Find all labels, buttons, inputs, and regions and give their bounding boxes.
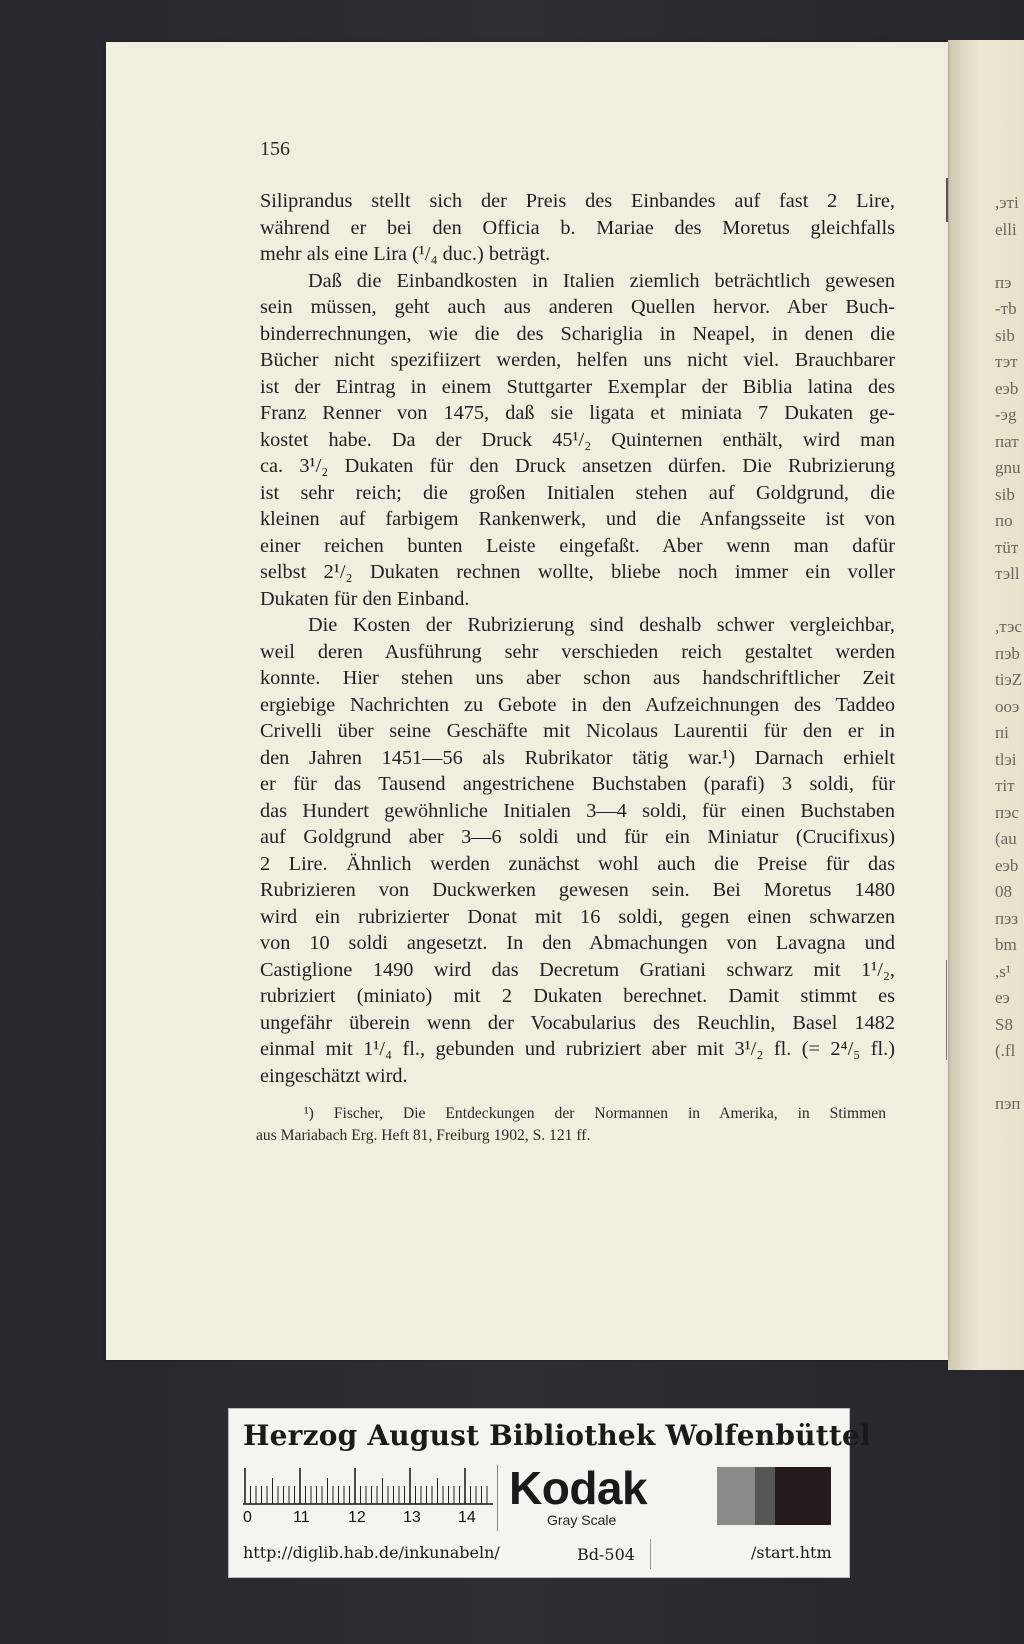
text-line: 2 Lire. Ähnlich werden zunächst wohl auch die Preise für das — [260, 852, 895, 875]
footnote-line: ¹) Fischer, Die Entdeckungen der Normannen in Amerika, in Stimmen — [304, 1105, 886, 1122]
ruler-scale — [243, 1467, 493, 1505]
ruler-number: 0 — [243, 1509, 252, 1526]
facing-page-fragment: ,s¹ — [995, 961, 1011, 981]
binding-mark — [946, 178, 948, 222]
text-line: von 10 soldi angesetzt. In den Abmachungen von Lavagna und — [260, 932, 895, 954]
facing-page-fragment: пэс — [995, 802, 1019, 822]
text-line: eingeschätzt wird. — [260, 1064, 408, 1087]
facing-page-fragment: (аu — [995, 829, 1017, 848]
text-line: den Jahren 1451—56 als Rubrikator tätig war.¹) Darnach erhielt — [260, 746, 895, 769]
facing-page-fragment: пэп — [995, 1094, 1021, 1113]
text-line: während er bei den Officia b. Mariae des Moretus gleichfalls — [260, 216, 895, 239]
ruler-numbers — [243, 1509, 493, 1529]
gray-swatch — [717, 1467, 755, 1525]
facing-page-fragment: пі — [995, 723, 1009, 742]
facing-page-fragment: ,тэс — [995, 617, 1022, 636]
text-line: kostet habe. Da der Druck 45¹/₂ Quinternen enthält, wird man — [260, 428, 895, 451]
text-line: rubriziert (miniato) mit 2 Dukaten berechnet. Damit stimmt es — [260, 985, 895, 1007]
facing-page-fragment: тіт — [995, 776, 1015, 795]
text-line: einer reichen bunten Leiste eingefaßt. Aber wenn man dafür — [260, 534, 895, 557]
facing-page-fragment — [995, 1065, 1024, 1092]
text-line: ca. 3¹/₂ Dukaten für den Druck ansetzen dürfen. Die Rubrizierung — [260, 455, 895, 477]
scan-reference-card — [228, 1408, 871, 1578]
facing-page-fragment: ooэ — [995, 696, 1020, 716]
text-line: er für das Tausend angestrichene Buchstaben (parafi) 3 soldi, für — [260, 773, 895, 795]
text-line: Rubrizieren von Duckwerken gewesen sein. Bei Moretus 1480 — [260, 879, 895, 901]
ruler-number: 13 — [403, 1509, 421, 1526]
text-line: Daß die Einbandkosten in Italien ziemlich beträchtlich gewesen — [308, 269, 895, 292]
facing-page-fragment: tiэZ — [995, 670, 1023, 689]
facing-page-fragment: -эg — [995, 405, 1017, 424]
binding-mark — [946, 960, 947, 1060]
facing-page-fragment: пэ — [995, 272, 1012, 292]
text-line: weil deren Ausführung sehr verschieden reich gestaltet werden — [260, 640, 895, 663]
text-line: binderrechnungen, wie die des Schariglia in Neapel, in denen die — [260, 322, 895, 345]
text-line: einmal mit 1¹/₄ fl., gebunden und rubriziert aber mit 3¹/₂ fl. (= 2⁴/₅ fl.) — [260, 1038, 895, 1060]
facing-page-fragment: tlэі — [995, 749, 1017, 769]
library-title: Herzog August Bibliothek Wolfenbüttel — [243, 1419, 871, 1452]
facing-page-fragment: S8 — [995, 1014, 1013, 1034]
text-line: konnte. Hier stehen uns aber schon aus handschriftlicher Zeit — [260, 667, 895, 689]
text-line: Crivelli über seine Geschäfte mit Nicolaus Laurentii für den er in — [260, 720, 895, 742]
footnote — [256, 1103, 886, 1147]
facing-page-fragment: eэb — [995, 378, 1019, 398]
text-line: selbst 2¹/₂ Dukaten rechnen wollte, bliebe noch immer ein voller — [260, 561, 895, 583]
card-divider — [497, 1465, 498, 1531]
text-line: Bücher nicht spezifiizert werden, helfen uns nicht viel. Brauchbarer — [260, 349, 895, 371]
facing-page-fragment: sib — [995, 484, 1015, 504]
text-line: sein müssen, geht auch aus anderen Quellen hervor. Aber Buch- — [260, 296, 895, 318]
shelfmark: Bd-504 — [577, 1545, 635, 1564]
text-line: Dukaten für den Einband. — [260, 587, 470, 610]
footnote-line: aus Mariabach Erg. Heft 81, Freiburg 1902, S. 121 ff. — [256, 1127, 591, 1144]
facing-page-fragment: тэll — [995, 564, 1020, 583]
facing-page-text-fragments — [995, 190, 1024, 1118]
text-line: ist der Eintrag in einem Stuttgarter Exemplar der Biblia latina des — [260, 375, 895, 398]
facing-page-fragment — [995, 588, 1024, 615]
text-line: das Hundert gewöhnliche Initialen 3—4 soldi, für einen Buchstaben — [260, 799, 895, 822]
facing-page-fragment — [995, 243, 1024, 270]
facing-page-fragment: пэb — [995, 643, 1020, 663]
gray-swatch — [755, 1467, 775, 1525]
text-line: ist sehr reich; die großen Initialen stehen auf Goldgrund, die — [260, 481, 895, 504]
ruler-number: 11 — [293, 1509, 310, 1526]
shelfmark-divider — [650, 1539, 651, 1569]
page-number: 156 — [260, 138, 290, 160]
text-line: kleinen auf farbigem Rankenwerk, und die Anfangsseite ist von — [260, 508, 895, 530]
text-line: auf Goldgrund aber 3—6 soldi und für ein Miniatur (Crucifixus) — [260, 826, 895, 848]
page-body-text — [260, 188, 895, 1089]
facing-page-fragment: ,эті — [995, 193, 1019, 212]
text-line: Siliprandus stellt sich der Preis des Einbandes auf fast 2 Lire, — [260, 190, 895, 212]
facing-page-fragment: тэт — [995, 352, 1018, 371]
facing-page-fragment: sib — [995, 325, 1015, 345]
text-line: ergiebige Nachrichten zu Gebote in den Aufzeichnungen des Taddeo — [260, 693, 895, 716]
facing-page-fragment: elli — [995, 219, 1017, 239]
facing-page-fragment: -тb — [995, 299, 1017, 318]
text-line: Castiglione 1490 wird das Decretum Gratiani schwarz mit 1¹/₂, — [260, 958, 895, 981]
facing-page-fragment: тüт — [995, 537, 1019, 557]
facing-page-fragment: 08 — [995, 882, 1012, 901]
text-line: mehr als eine Lira (¹/₄ duc.) beträgt. — [260, 243, 551, 265]
ruler-number: 12 — [348, 1509, 366, 1526]
facing-page-fragment: gnu — [995, 458, 1021, 477]
facing-page-fragment: пэз — [995, 908, 1019, 928]
facing-page-fragment: по — [995, 511, 1013, 530]
gray-scale-swatches — [717, 1467, 831, 1525]
facing-page-fragment: (.fl — [995, 1041, 1016, 1060]
text-line: Franz Renner von 1475, daß sie ligata et miniata 7 Dukaten ge- — [260, 402, 895, 424]
text-line: wird ein rubrizierter Donat mit 16 soldi, gegen einen schwarzen — [260, 905, 895, 928]
facing-page-fragment: eэ — [995, 988, 1010, 1007]
text-line: ungefähr überein wenn der Vocabularius des Reuchlin, Basel 1482 — [260, 1011, 895, 1034]
ruler-number: 14 — [458, 1509, 476, 1526]
gray-swatch — [775, 1467, 831, 1525]
facing-page-fragment: пат — [995, 431, 1019, 451]
text-line: Die Kosten der Rubrizierung sind deshalb schwer vergleichbar, — [308, 614, 895, 636]
start-path: /start.htm — [751, 1543, 832, 1562]
gray-scale-label: Gray Scale — [547, 1512, 617, 1528]
catalog-url: http://diglib.hab.de/inkunabeln/ — [243, 1543, 500, 1562]
kodak-logo: Kodak — [509, 1462, 648, 1514]
facing-page-fragment: eэb — [995, 855, 1019, 875]
facing-page-fragment: bm — [995, 935, 1017, 954]
